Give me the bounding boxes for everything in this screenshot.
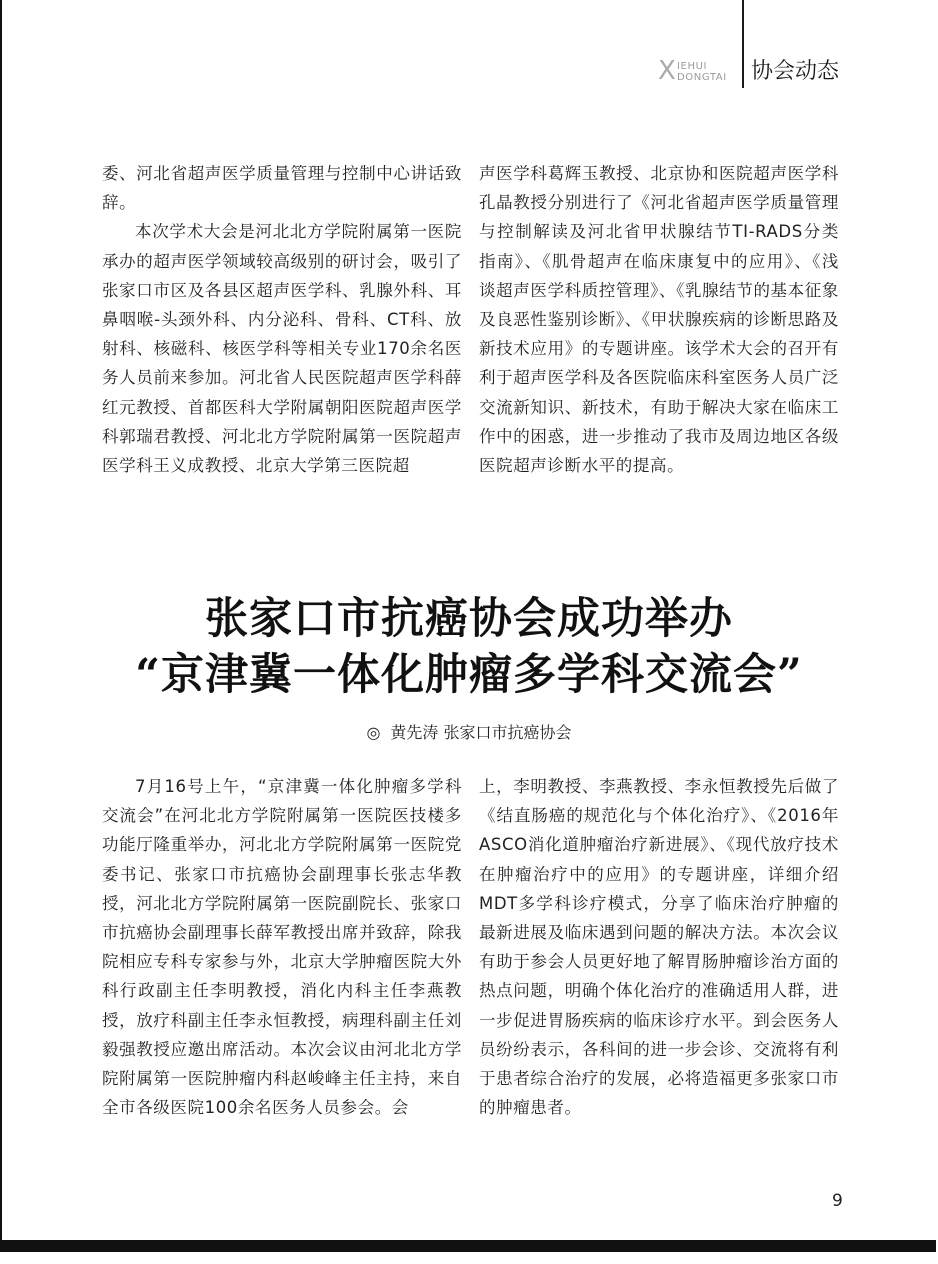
xiehui-dongtai-logo: [658, 56, 738, 86]
byline-bullet-icon: ◎: [366, 723, 381, 742]
article1-left-column: [102, 159, 462, 480]
header-rule: [742, 0, 744, 88]
section-label: 协会动态: [751, 59, 840, 84]
article2-left-column: [102, 772, 462, 1122]
paragraph: 7月16号上午，“京津冀一体化肿瘤多学科交流会”在河北北方学院附属第一医院医技楼多功能厅隆重举办，河北北方学院附属第一医院党委书记、张家口市抗癌协会副理事长张志华教授，河北北方学院附属第一医院副院长、张家口市抗癌协会副理事长薛军教授出席并致辞，除我院相应专科专家参与外，北京大学肿瘤医院大外科行政副主任李明教授，消化内科主任李燕教授，放疗科副主任李永恒教授，病理科副主任刘毅强教授应邀出席活动。本次会议由河北北方学院附属第一医院肿瘤内科赵峻峰主任主持，来自全市各级医院100余名医务人员参会。会: [102, 777, 462, 1118]
article1-right-column: [479, 159, 839, 480]
page-number: 9: [832, 1191, 843, 1211]
article-title-line1: 张家口市抗癌协会成功举办: [205, 594, 733, 644]
logo-letter: X: [658, 56, 676, 86]
byline: [0, 722, 938, 744]
byline-author: 黄先涛: [390, 723, 439, 742]
logo-line2: DONGTAI: [677, 72, 727, 83]
article2-right-column: [479, 772, 839, 1122]
paragraph: 上，李明教授、李燕教授、李永恒教授先后做了《结直肠癌的规范化与个体化治疗》、《2016年ASCO消化道肿瘤治疗新进展》、《现代放疗技术在肿瘤治疗中的应用》的专题讲座，详细介绍MDT多学科诊疗模式，分享了临床治疗肿瘤的最新进展及临床遇到问题的解决方法。本次会议有助于参会人员更好地了解胃肠肿瘤诊治方面的热点问题，明确个体化治疗的准确适用人群，进一步促进胃肠疾病的临床诊疗水平。到会医务人员纷纷表示，各科间的进一步会诊、交流将有利于患者综合治疗的发展，必将造福更多张家口市的肿瘤患者。: [479, 777, 839, 1118]
article-title-line2: “京津冀一体化肿瘤多学科交流会”: [135, 650, 803, 700]
paragraph: 委、河北省超声医学质量管理与控制中心讲话致辞。: [102, 164, 462, 213]
byline-org: 张家口市抗癌协会: [443, 723, 572, 742]
paragraph: 本次学术大会是河北北方学院附属第一医院承办的超声医学领域较高级别的研讨会，吸引了张家口市区及各县区超声医学科、乳腺外科、耳鼻咽喉-头颈外科、内分泌科、骨科、CT科、放射科、核磁科、核医学科等相关专业170余名医务人员前来参加。河北省人民医院超声医学科薛红元教授、首都医科大学附属朝阳医院超声医学科郭瑞君教授、河北北方学院附属第一医院超声医学科王义成教授、北京大学第三医院超: [102, 222, 462, 476]
paragraph: 声医学科葛辉玉教授、北京协和医院超声医学科孔晶教授分别进行了《河北省超声医学质量管理与控制解读及河北省甲状腺结节TI-RADS分类指南》、《肌骨超声在临床康复中的应用》、《浅谈超声医学科质控管理》、《乳腺结节的基本征象及良恶性鉴别诊断》、《甲状腺疾病的诊断思路及新技术应用》的专题讲座。该学术大会的召开有利于超声医学科及各医院临床科室医务人员广泛交流新知识、新技术，有助于解决大家在临床工作中的困惑，进一步推动了我市及周边地区各级医院超声诊断水平的提高。: [479, 164, 839, 476]
logo-line1: IEHUI: [677, 61, 708, 72]
